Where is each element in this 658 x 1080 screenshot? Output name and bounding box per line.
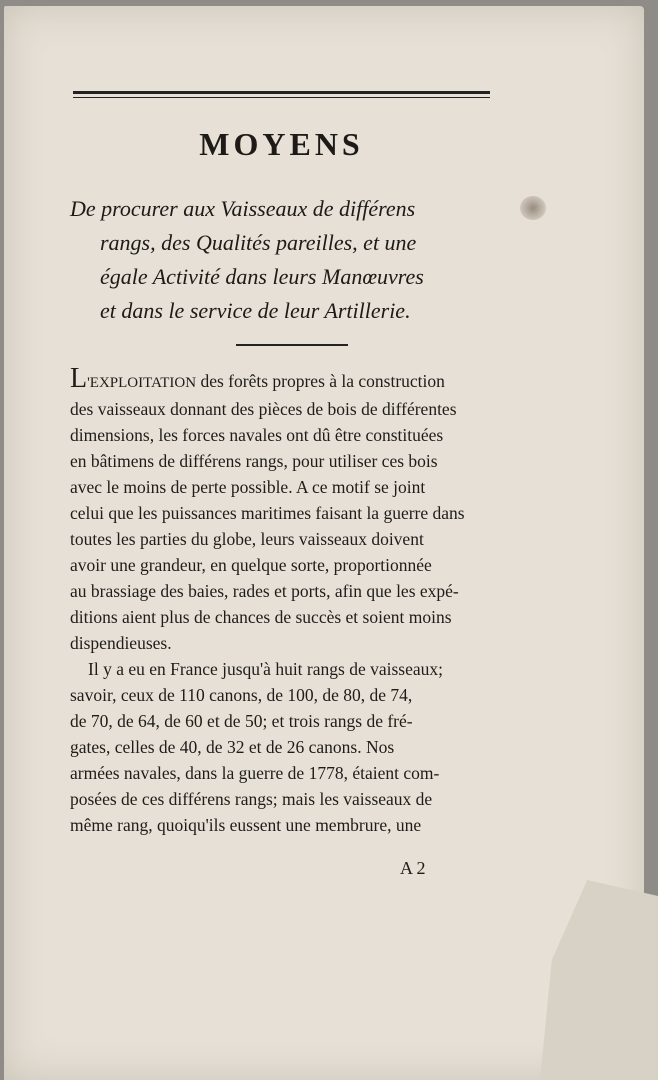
text-line: de 70, de 64, de 60 et de 50; et trois rangs de fré- [70, 711, 413, 731]
text-line: toutes les parties du globe, leurs vaisseaux doivent [70, 529, 424, 549]
text-line: même rang, quoiqu'ils eussent une membrure, une [70, 815, 422, 835]
text-line: posées de ces différens rangs; mais les vaisseaux de [70, 789, 433, 809]
text-line: au brassiage des baies, rades et ports, afin que les expé- [70, 581, 459, 601]
signature-mark: A 2 [400, 858, 426, 878]
subtitle-line: égale Activité dans leurs Manœuvres [100, 264, 424, 289]
text-line: Il y a eu en France jusqu'à huit rangs de vaisseaux; [88, 659, 443, 679]
subtitle [70, 192, 510, 328]
subtitle-line: rangs, des Qualités pareilles, et une [100, 230, 417, 255]
lead-word: 'EXPLOITATION [87, 375, 197, 391]
body-text [70, 368, 512, 838]
text-line: en bâtimens de différens rangs, pour utiliser ces bois [70, 451, 438, 471]
ink-stain [520, 196, 546, 220]
text-line: armées navales, dans la guerre de 1778, étaient com- [70, 763, 440, 783]
text-line: L'EXPLOITATION des forêts propres à la construction [70, 368, 512, 396]
header-rule-thin [73, 97, 490, 98]
subtitle-line: De procurer aux Vaisseaux de différens [70, 196, 416, 221]
text-line: avoir une grandeur, en quelque sorte, proportionnée [70, 555, 432, 575]
page-title: MOYENS [199, 126, 364, 162]
text-line: gates, celles de 40, de 32 et de 26 canons. Nos [70, 737, 395, 757]
subtitle-line: et dans le service de leur Artillerie. [100, 298, 411, 323]
header-rule-thick [73, 91, 490, 94]
text-line: des vaisseaux donnant des pièces de bois de différentes [70, 399, 457, 419]
text-line: savoir, ceux de 110 canons, de 100, de 80, de 74, [70, 685, 413, 705]
text-line: ditions aient plus de chances de succès et soient moins [70, 607, 452, 627]
text-line: dispendieuses. [70, 633, 172, 653]
drop-cap: L [70, 368, 88, 394]
text-line: avec le moins de perte possible. A ce motif se joint [70, 477, 426, 497]
section-divider [236, 344, 348, 346]
text-line: celui que les puissances maritimes faisant la guerre dans [70, 503, 465, 523]
text-line: dimensions, les forces navales ont dû être constituées [70, 425, 444, 445]
